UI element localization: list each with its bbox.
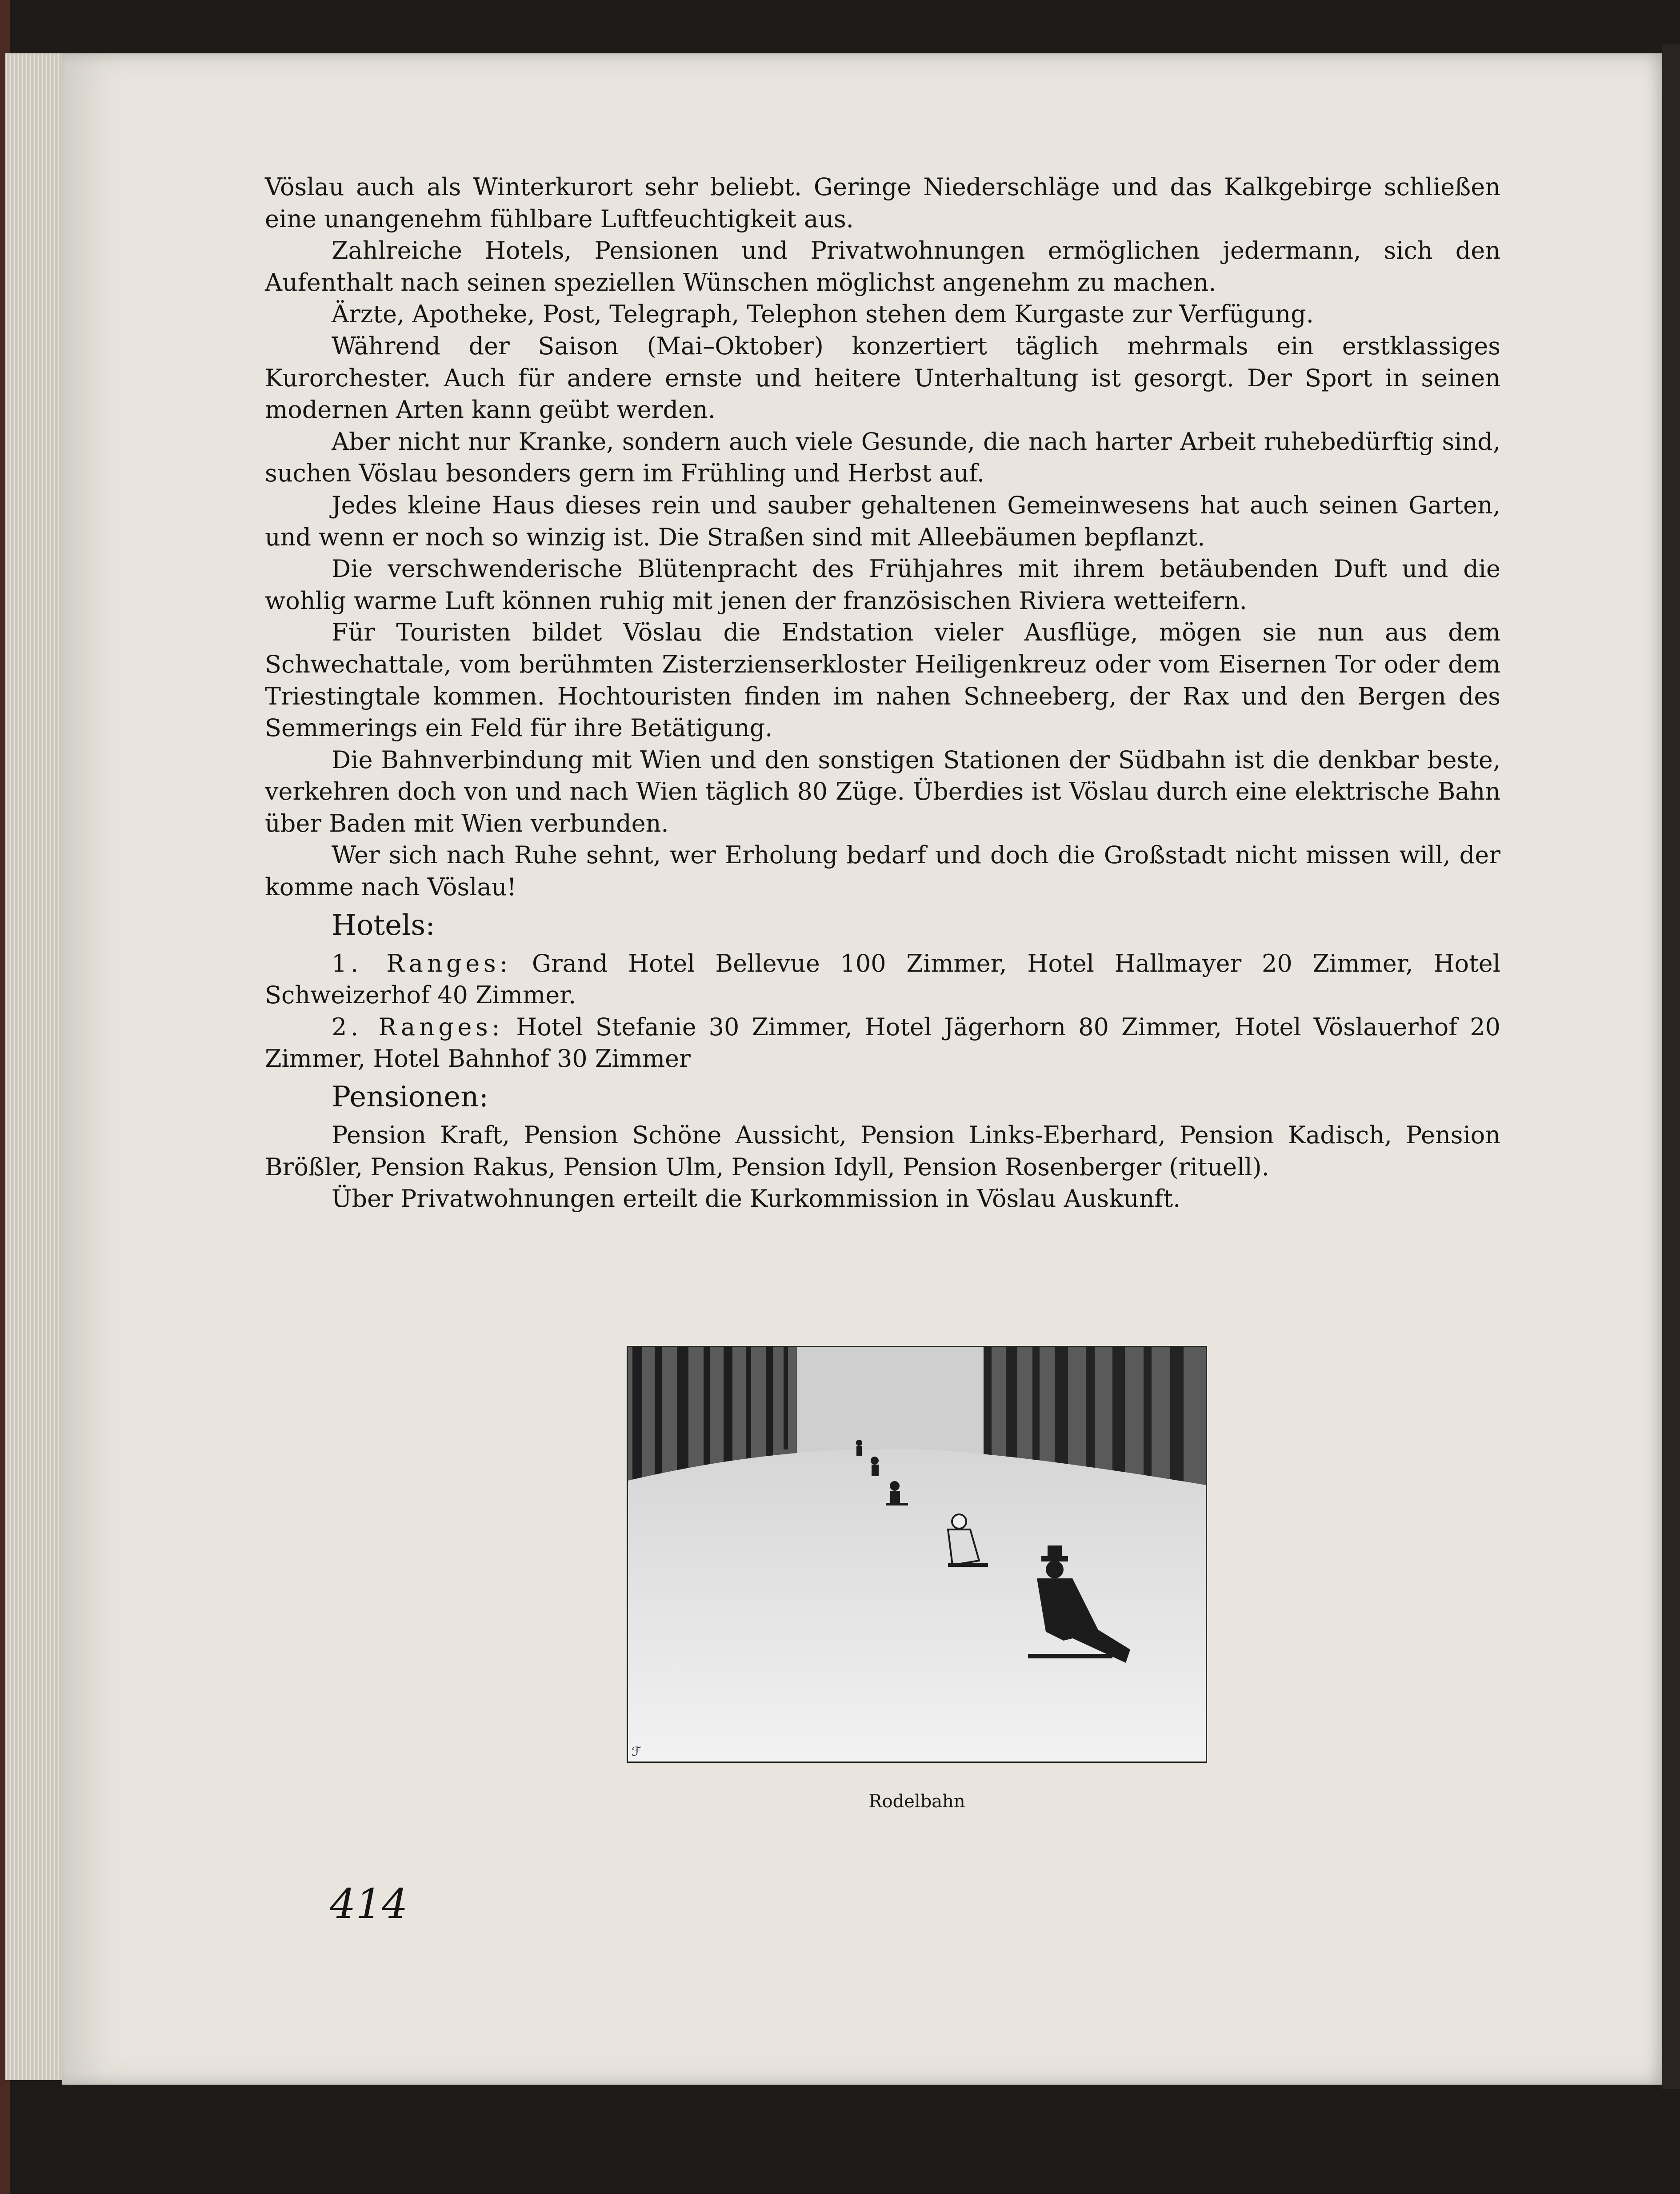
rank-1-label: 1. Ranges: xyxy=(332,949,512,977)
body-text xyxy=(265,171,1500,1215)
rank-2-label: 2. Ranges: xyxy=(332,1013,504,1041)
pensionen-heading: Pensionen: xyxy=(332,1081,488,1114)
paragraph-6: Jedes kleine Haus dieses rein und sauber gehaltenen Gemeinwesens hat auch seinen Garten, und wenn er noch so winzig ist. Die Straßen sind mit Alleebäumen bepflanzt. xyxy=(265,491,1500,551)
paragraph-2: Zahlreiche Hotels, Pensionen und Privatwohnungen ermöglichen jedermann, sich den Aufenthalt nach seinen speziellen Wünschen möglichst angenehm zu machen. xyxy=(265,236,1500,296)
hotels-rank-2 xyxy=(265,1011,1500,1075)
privatwohnungen-note: Über Privatwohnungen erteilt die Kurkommission in Vöslau Auskunft. xyxy=(332,1185,1181,1213)
paragraph-3: Ärzte, Apotheke, Post, Telegraph, Telephon stehen dem Kurgaste zur Verfügung. xyxy=(332,300,1314,328)
paragraph-9: Die Bahnverbindung mit Wien und den sonstigen Stationen der Südbahn ist die denkbar beste, verkehren doch von und nach Wien täglich 80 Züge. Überdies ist Vöslau durch eine elektrische Bahn über Baden mit Wien verbunden. xyxy=(265,745,1500,837)
sledding-scene xyxy=(628,1347,1206,1762)
page-number: 414 xyxy=(330,1880,408,1928)
snowy-slope xyxy=(628,1449,1206,1762)
sledding-photo xyxy=(627,1346,1207,1763)
hotels-heading: Hotels: xyxy=(332,909,435,942)
photo-caption: Rodelbahn xyxy=(868,1791,965,1812)
paragraph-5: Aber nicht nur Kranke, sondern auch viele Gesunde, die nach harter Arbeit ruhebedürftig sind, suchen Vöslau besonders gern im Frühling und Herbst auf. xyxy=(265,427,1500,488)
photographer-mark: ℱ xyxy=(632,1744,642,1759)
paragraph-4: Während der Saison (Mai–Oktober) konzertiert täglich mehrmals ein erstklassiges Kurorchester. Auch für andere ernste und heitere Unterhaltung ist gesorgt. Der Sport in seinen modernen Arten kann geübt werden. xyxy=(265,332,1500,424)
paragraph-10: Wer sich nach Ruhe sehnt, wer Erholung bedarf und doch die Großstadt nicht missen will, der komme nach Vöslau! xyxy=(265,841,1500,901)
rank-2-text: Hotel Stefanie 30 Zimmer, Hotel Jägerhorn 80 Zimmer, Hotel Vöslauerhof 20 Zimmer, Hotel Bahnhof 30 Zimmer xyxy=(265,1013,1500,1073)
paragraph-1: Vöslau auch als Winterkurort sehr beliebt. Geringe Niederschläge und das Kalkgebirge schließen eine unangenehm fühlbare Luftfeuchtigkeit aus. xyxy=(265,173,1500,233)
rank-1-text: Grand Hotel Bellevue 100 Zimmer, Hotel Hallmayer 20 Zimmer, Hotel Schweizerhof 40 Zimmer. xyxy=(265,949,1501,1009)
paragraph-7: Die verschwenderische Blütenpracht des Frühjahres mit ihrem betäubenden Duft und die wohlig warme Luft können ruhig mit jenen der französischen Riviera wetteifern. xyxy=(265,555,1500,615)
pensionen-list: Pension Kraft, Pension Schöne Aussicht, Pension Links-Eberhard, Pension Kadisch, Pension Brößler, Pension Rakus, Pension Ulm, Pension Idyll, Pension Rosenberger (rituell). xyxy=(265,1121,1500,1181)
hotels-rank-1 xyxy=(265,948,1500,1011)
paragraph-8: Für Touristen bildet Vöslau die Endstation vieler Ausflüge, mögen sie nun aus dem Schwechattale, vom berühmten Zisterzienserkloster Heiligenkreuz oder vom Eisernen Tor oder dem Triestingtale kommen. Hochtouristen finden im nahen Schneeberg, der Rax und den Bergen des Semmerings ein Feld für ihre Betätigung. xyxy=(265,618,1500,742)
scan-background xyxy=(1662,44,1680,2089)
